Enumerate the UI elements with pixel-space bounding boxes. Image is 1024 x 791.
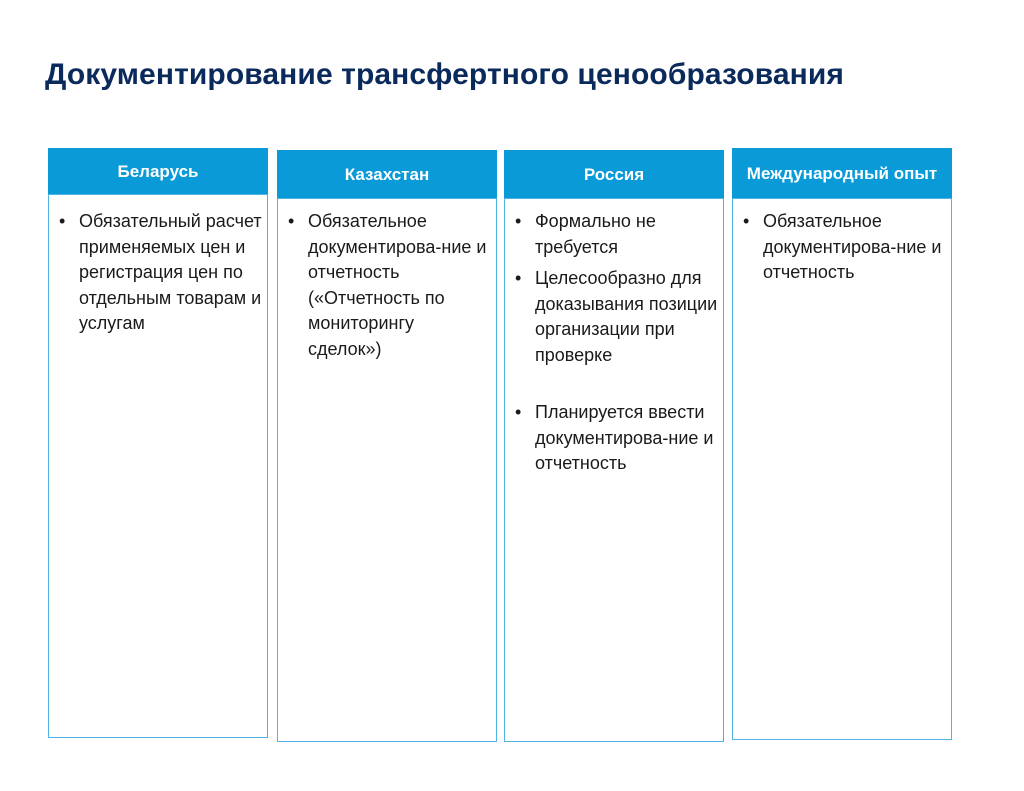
column-header-belarus: Беларусь bbox=[48, 148, 268, 194]
list-item-text: Целесообразно для доказывания позиции организации при проверке bbox=[535, 268, 718, 365]
page-title: Документирование трансфертного ценообразования bbox=[45, 58, 845, 91]
column-header-international: Международный опыт bbox=[732, 148, 952, 198]
list-item-text: Обязательный расчет применяемых цен и регистрация цен по отдельным товарам и услугам bbox=[79, 211, 262, 333]
list-item-text: Обязательное документирова-ние и отчетность («Отчетность по мониторингу сделок») bbox=[308, 211, 487, 359]
list-item-text: Формально не требуется bbox=[535, 211, 656, 257]
list-item bbox=[278, 209, 492, 362]
bullet-icon: • bbox=[743, 211, 750, 231]
list-item bbox=[505, 266, 719, 368]
column-header-russia: Россия bbox=[504, 150, 724, 198]
list-item bbox=[49, 209, 263, 337]
column-header-kazakhstan: Казахстан bbox=[277, 150, 497, 198]
bullet-icon: • bbox=[515, 268, 522, 288]
bullet-icon: • bbox=[59, 211, 66, 231]
list-item bbox=[505, 400, 719, 477]
list-item-text: Планируется ввести документирова-ние и отчетность bbox=[535, 402, 714, 473]
bullet-list bbox=[733, 209, 947, 286]
bullet-list bbox=[505, 209, 719, 477]
column-body-russia bbox=[504, 198, 724, 742]
list-item bbox=[733, 209, 947, 286]
bullet-list bbox=[49, 209, 263, 337]
column-body-belarus bbox=[48, 194, 268, 738]
bullet-list bbox=[278, 209, 492, 362]
list-item-text: Обязательное документирова-ние и отчетность bbox=[763, 211, 942, 282]
column-body-kazakhstan bbox=[277, 198, 497, 742]
column-body-international bbox=[732, 198, 952, 740]
list-item bbox=[505, 209, 719, 260]
bullet-icon: • bbox=[288, 211, 295, 231]
bullet-icon: • bbox=[515, 211, 522, 231]
bullet-icon: • bbox=[515, 402, 522, 422]
